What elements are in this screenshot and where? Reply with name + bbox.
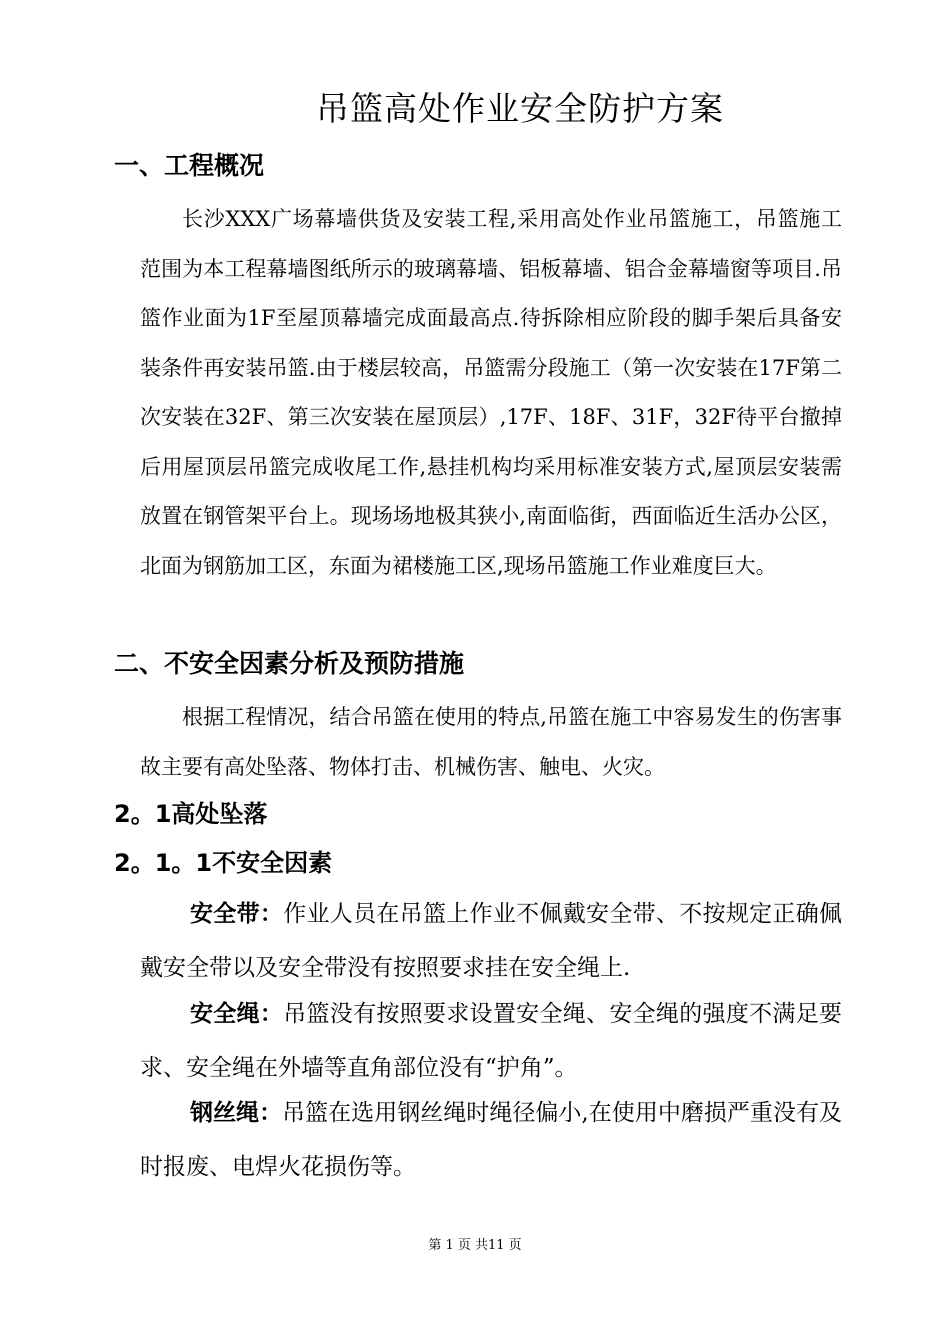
unsafe-factor-lead: 安全带： (190, 901, 284, 927)
unsafe-factor-text: 吊篮没有按照要求设置安全绳、安全绳的强度不满足要求、安全绳在外墙等直角部位没有“护角”。 (140, 1001, 843, 1081)
subsection-heading-falls: 2。1高处坠落 (114, 800, 268, 828)
hazard-analysis-paragraph: 根据工程情况，结合吊篮在使用的特点,吊篮在施工中容易发生的伤害事故主要有高处坠落、物体打击、机械伤害、触电、火灾。 (140, 705, 842, 779)
document-title: 吊篮高处作业安全防护方案 (316, 89, 724, 128)
unsafe-factor-item (140, 887, 842, 995)
unsafe-factor-text: 作业人员在吊篮上作业不佩戴安全带、不按规定正确佩戴安全带以及安全带没有按照要求挂在安全绳上. (140, 901, 843, 981)
subsection-heading-unsafe-factors: 2。1。1不安全因素 (114, 849, 333, 877)
page-footer: 第 1 页 共11 页 (428, 1238, 522, 1253)
unsafe-factor-item (140, 987, 842, 1095)
unsafe-factor-item (140, 1086, 842, 1194)
unsafe-factor-lead: 钢丝绳： (190, 1100, 283, 1126)
unsafe-factor-lead: 安全绳： (190, 1001, 284, 1027)
section-heading-overview: 一、工程概况 (114, 151, 265, 180)
unsafe-factor-text: 吊篮在选用钢丝绳时绳径偏小,在使用中磨损严重没有及时报废、电焊火花损伤等。 (140, 1100, 843, 1180)
section-heading-hazard-analysis: 二、不安全因素分析及预防措施 (114, 649, 465, 678)
overview-paragraph: 长沙XXX广场幕墙供货及安装工程,采用高处作业吊篮施工，吊篮施工范围为本工程幕墙图纸所示的玻璃幕墙、铝板幕墙、铝合金幕墙窗等项目.吊篮作业面为1F至屋顶幕墙完成面最高点.待拆除相应阶段的脚手架后具备安装条件再安装吊篮.由于楼层较高，吊篮需分段施工（第一次安装在17F第二次安装在32F、第三次安装在屋顶层）,17F、18F、31F，32F待平台撤掉后用屋顶层吊篮完成收尾工作,悬挂机构均采用标准安装方式,屋顶层安装需放置在钢管架平台上。现场场地极其狭小,南面临街，西面临近生活办公区，北面为钢筋加工区，东面为裙楼施工区,现场吊篮施工作业难度巨大。 (140, 207, 842, 578)
